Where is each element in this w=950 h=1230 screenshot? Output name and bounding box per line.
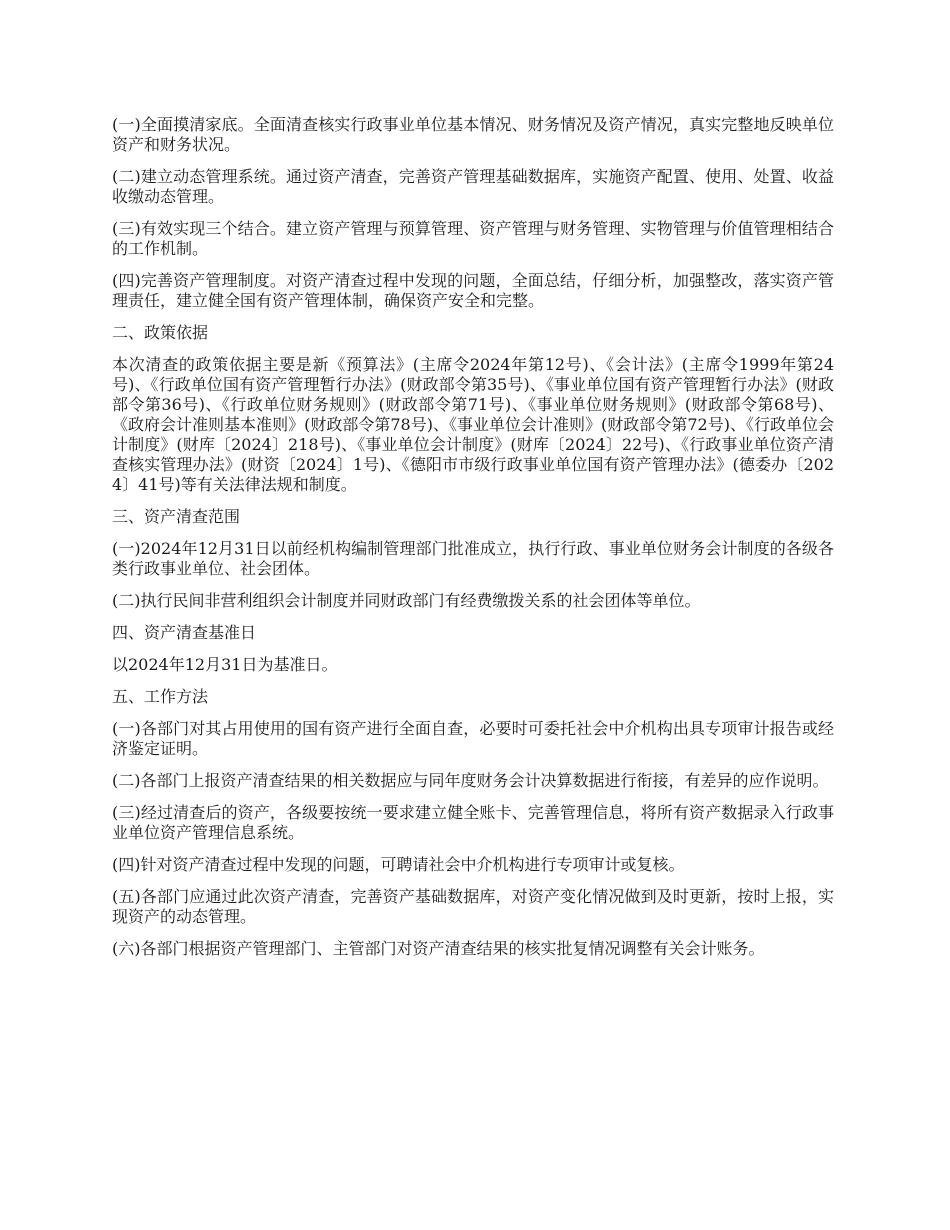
section-heading-policy-basis: 二、政策依据 — [112, 323, 209, 342]
paragraph-goal-2: (二)建立动态管理系统。通过资产清查，完善资产管理基础数据库，实施资产配置、使用、处置、收益收缴动态管理。 — [112, 167, 834, 206]
document-page — [112, 115, 834, 971]
paragraph-policy-basis: 本次清查的政策依据主要是新《预算法》(主席令2024年第12号)、《会计法》(主席令1999年第24号)、《行政单位国有资产管理暂行办法》(财政部令第35号)、《事业单位国有资产管理暂行办法》(财政部令第36号)、《行政单位财务规则》(财政部令第71号)、《事业单位财务规则》(财政部令第68号)、《政府会计准则基本准则》(财政部令第78号)、《事业单位会计准则》(财政部令第72号)、《行政单位会计制度》(财库〔2024〕218号)、《事业单位会计制度》(财库〔2024〕22号)、《行政事业单位资产清查核实管理办法》(财资〔2024〕1号)、《德阳市市级行政事业单位国有资产管理办法》(德委办〔2024〕41号)等有关法律法规和制度。 — [112, 355, 834, 494]
paragraph-goal-1: (一)全面摸清家底。全面清查核实行政事业单位基本情况、财务情况及资产情况，真实完整地反映单位资产和财务状况。 — [112, 115, 834, 154]
paragraph-scope-1: (一)2024年12月31日以前经机构编制管理部门批准成立，执行行政、事业单位财务会计制度的各级各类行政事业单位、社会团体。 — [112, 539, 834, 578]
paragraph-method-5: (五)各部门应通过此次资产清查，完善资产基础数据库，对资产变化情况做到及时更新，按时上报，实现资产的动态管理。 — [112, 887, 834, 926]
section-heading-scope: 三、资产清查范围 — [112, 507, 241, 526]
paragraph-method-6: (六)各部门根据资产管理部门、主管部门对资产清查结果的核实批复情况调整有关会计账务。 — [112, 939, 765, 958]
paragraph-method-4: (四)针对资产清查过程中发现的问题，可聘请社会中介机构进行专项审计或复核。 — [112, 855, 685, 874]
paragraph-goal-3: (三)有效实现三个结合。建立资产管理与预算管理、资产管理与财务管理、实物管理与价值管理相结合的工作机制。 — [112, 219, 834, 258]
paragraph-goal-4: (四)完善资产管理制度。对资产清查过程中发现的问题，全面总结，仔细分析，加强整改，落实资产管理责任，建立健全国有资产管理体制，确保资产安全和完整。 — [112, 271, 834, 310]
paragraph-base-date: 以2024年12月31日为基准日。 — [112, 655, 338, 674]
paragraph-method-1: (一)各部门对其占用使用的国有资产进行全面自查，必要时可委托社会中介机构出具专项审计报告或经济鉴定证明。 — [112, 719, 834, 758]
paragraph-method-2: (二)各部门上报资产清查结果的相关数据应与同年度财务会计决算数据进行衔接，有差异的应作说明。 — [112, 771, 829, 790]
section-heading-base-date: 四、资产清查基准日 — [112, 623, 257, 642]
section-heading-methods: 五、工作方法 — [112, 687, 209, 706]
paragraph-method-3: (三)经过清查后的资产，各级要按统一要求建立健全账卡、完善管理信息，将所有资产数据录入行政事业单位资产管理信息系统。 — [112, 803, 834, 842]
paragraph-scope-2: (二)执行民间非营利组织会计制度并同财政部门有经费缴拨关系的社会团体等单位。 — [112, 591, 701, 610]
